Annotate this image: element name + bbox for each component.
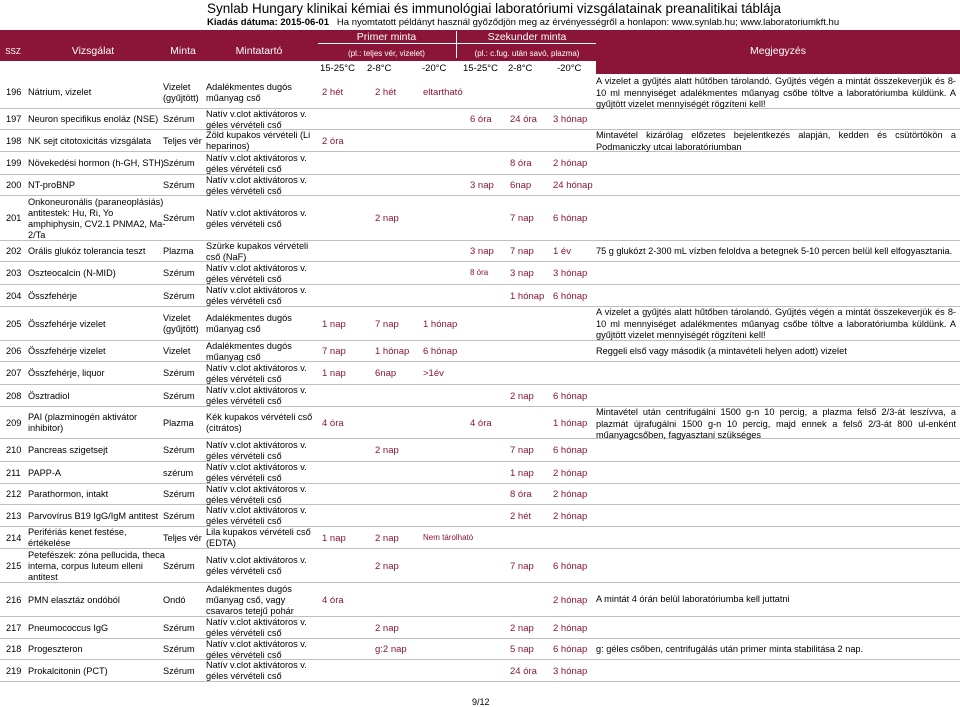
tube-type: Natív v.clot aktivátoros v. géles vérvételi cső [206, 285, 307, 306]
table-row [0, 285, 960, 307]
stability-p2: 2 nap [375, 560, 399, 572]
stability-p1: 7 nap [322, 346, 346, 357]
temp-p-freeze: -20°C [422, 63, 447, 74]
sample-type: Szérum [163, 622, 195, 633]
stability-s3: 6 hónap [553, 560, 588, 572]
row-number: 209 [6, 417, 22, 428]
stability-s1: 3 nap [470, 180, 494, 191]
stability-s2: 7 nap [510, 213, 534, 224]
sample-type: Vizelet [163, 346, 191, 356]
tube-type: Natív v.clot aktivátoros v. géles vérvételi cső [206, 505, 307, 526]
stability-s2: 5 nap [510, 644, 534, 655]
stability-p3: 6 hónap [423, 346, 458, 357]
stability-s2: 2 nap [510, 622, 534, 634]
stability-s3: 6 hónap [553, 290, 588, 302]
table-row [0, 262, 960, 285]
note-text: A mintát 4 órán belül laboratóriumba kell juttatni [596, 594, 790, 604]
sample-type: Szérum [163, 510, 195, 521]
temp-p-room: 15-25°C [320, 63, 355, 74]
sample-type: Plazma [163, 417, 194, 428]
stability-s3: 6 hónap [553, 644, 588, 655]
tube-type: Adalékmentes dugós műanyag cső [206, 341, 292, 362]
document-meta [207, 17, 839, 28]
exam-name: Összfehérje, liquor [28, 368, 105, 378]
table-row [0, 109, 960, 130]
note-text: A vizelet a gyűjtés alatt hűtőben tárolandó. Gyűjtés végén a mintát összekeverjük és 8-10 ml mennyiséget adalékmentes műanyag csőbe töltve a laboratóriumba küldünk. A gyűjtött vizelet mennyiségét rögzíteni kell! [596, 307, 956, 340]
document-title: Synlab Hungary klinikai kémiai és immunológiai laboratóriumi vizsgálatainak preanalitikai táblája [207, 1, 782, 16]
stability-s3: 3 hónap [553, 114, 588, 125]
temp-s-room: 15-25°C [463, 63, 498, 74]
stability-p1: 1 nap [322, 532, 346, 544]
stability-p2: 2 nap [375, 445, 399, 456]
stability-s1: 8 óra [470, 268, 489, 277]
stability-s1: 6 óra [470, 114, 492, 125]
stability-p1: 2 óra [322, 135, 344, 147]
row-number: 216 [6, 594, 22, 605]
stability-p3: Nem tárolható [423, 532, 474, 542]
sample-type: Szérum [163, 213, 195, 223]
row-number: 212 [6, 489, 22, 499]
exam-name: Pancreas szigetsejt [28, 445, 108, 455]
tube-type: Zöld kupakos vérvételi (Li heparinos) [206, 130, 311, 151]
tube-type: Natív v.clot aktivátoros v. géles vérvételi cső [206, 462, 307, 483]
row-number: 199 [6, 158, 22, 168]
note-text: A vizelet a gyűjtés alatt hűtőben tárolandó. Gyűjtés végén a mintát összekeverjük és 8-10 ml mennyiséget adalékmentes műanyag csőbe töltve a laboratóriumba küldünk. A gyűjtött vizelet mennyiségét rögzíteni kell! [596, 76, 956, 109]
tube-type: Natív v.clot aktivátoros v. géles vérvételi cső [206, 439, 307, 461]
row-number: 200 [6, 180, 22, 190]
stability-s2: 3 nap [510, 268, 534, 279]
stability-s2: 1 nap [510, 467, 534, 479]
exam-name: PAPP-A [28, 467, 62, 478]
sample-type: Szérum [163, 390, 195, 401]
tube-type: Natív v.clot aktivátoros v. géles vérvételi cső [206, 109, 307, 130]
stability-s3: 2 hónap [553, 622, 588, 634]
stability-s3: 3 hónap [553, 268, 588, 279]
sample-type: Szérum [163, 445, 195, 455]
stability-s2: 1 hónap [510, 290, 545, 302]
stability-s3: 2 hónap [553, 594, 588, 606]
col-primer: Primer minta [356, 31, 417, 43]
stability-p2: g:2 nap [375, 644, 407, 655]
stability-p2: 2 nap [375, 622, 399, 634]
row-number: 214 [6, 532, 22, 543]
tube-type: Natív v.clot aktivátoros v. géles vérvételi cső [206, 207, 307, 229]
row-number: 206 [6, 346, 22, 356]
table-row [0, 439, 960, 462]
tube-type: Adalékmentes dugós műanyag cső [206, 313, 292, 334]
stability-s2: 2 nap [510, 390, 534, 402]
col-primer-sub: (pl.: teljes vér, vizelet) [348, 49, 425, 58]
col-notes: Megjegyzés [749, 45, 807, 57]
tube-type: Natív v.clot aktivátoros v. géles vérvételi cső [206, 639, 307, 660]
sample-type: Szérum [163, 158, 195, 168]
exam-name: PAI (plazminogén aktivátor inhibitor) [28, 412, 138, 433]
table-row [0, 152, 960, 175]
sample-type: Szérum [163, 644, 195, 654]
stability-p1: 4 óra [322, 594, 344, 606]
stability-p2: 2 nap [375, 532, 399, 544]
sample-type: Szérum [163, 180, 195, 190]
table-row [0, 527, 960, 549]
col-tube: Mintatartó [235, 45, 283, 57]
row-number: 204 [6, 290, 22, 301]
sample-type: Szérum [163, 560, 195, 571]
table-row [0, 617, 960, 639]
row-number: 201 [6, 213, 22, 223]
note-text: Reggeli első vagy második (a mintavételi helyen adott) vizelet [596, 345, 847, 356]
row-number: 203 [6, 268, 22, 278]
tube-type: Natív v.clot aktivátoros v. géles vérvételi cső [206, 617, 307, 638]
tube-type: Natív v.clot aktivátoros v. géles vérvételi cső [206, 555, 307, 576]
col-szekunder: Szekunder minta [487, 31, 567, 43]
table-row [0, 196, 960, 241]
sample-type: Szérum [163, 290, 195, 301]
tube-type: Natív v.clot aktivátoros v. géles vérvételi cső [206, 484, 307, 505]
stability-p2: 7 nap [375, 318, 399, 330]
row-number: 207 [6, 368, 22, 378]
table-row [0, 175, 960, 196]
tube-type: Natív v.clot aktivátoros v. géles vérvételi cső [206, 385, 307, 406]
stability-p2: 1 hónap [375, 346, 410, 357]
sample-type: Teljes vér [163, 532, 202, 543]
stability-p1: 4 óra [322, 417, 344, 429]
sample-type: Plazma [163, 246, 194, 256]
col-exam: Vizsgálat [71, 45, 115, 57]
table-row [0, 549, 960, 583]
table-row [0, 407, 960, 439]
stability-p2: 2 nap [375, 213, 399, 224]
stability-s1: 3 nap [470, 246, 494, 257]
row-number: 210 [6, 445, 22, 455]
row-number: 215 [6, 560, 22, 571]
stability-p2: 2 hét [375, 87, 397, 98]
exam-name: Parvovírus B19 IgG/IgM antitest [28, 510, 159, 521]
stability-p1: 1 nap [322, 368, 346, 379]
stability-s3: 6 hónap [553, 213, 588, 224]
row-number: 197 [6, 114, 22, 124]
tube-type: Adalékmentes dugós műanyag cső, vagy csavaros tetejű pohár [206, 583, 294, 616]
stability-s3: 1 hónap [553, 417, 588, 429]
row-number: 218 [6, 644, 22, 654]
exam-name: Oszteocalcin (N-MID) [28, 268, 116, 278]
sample-type: Teljes vér [163, 135, 202, 146]
table-row [0, 130, 960, 152]
stability-p1: 1 nap [322, 318, 346, 330]
exam-name: Összfehérje vizelet [28, 318, 106, 329]
tube-type: Natív v.clot aktivátoros v. géles vérvételi cső [206, 152, 307, 174]
note-text: Mintavétel kizárólag előzetes bejelentkezés alapján, kedden és csütörtökön a Podmaniczky utcai laboratóriumban [596, 130, 956, 152]
row-number: 202 [6, 246, 22, 256]
col-szekunder-sub: (pl.: c.fug. után savó, plazma) [474, 49, 580, 58]
stability-s2: 7 nap [510, 246, 534, 257]
tube-type: Natív v.clot aktivátoros v. géles vérvételi cső [206, 262, 307, 284]
row-number: 205 [6, 318, 22, 329]
tube-type: Szürke kupakos vérvételi cső (NaF) [206, 241, 309, 262]
exam-name: Növekedési hormon (h-GH, STH) [28, 158, 164, 168]
exam-name: Petefészek: zóna pellucida, theca interna, corpus luteum elleni antitest [28, 549, 165, 582]
row-number: 211 [6, 467, 21, 478]
stability-p3: eltartható [423, 87, 463, 98]
tube-type: Natív v.clot aktivátoros v. géles vérvételi cső [206, 362, 307, 384]
exam-name: Összfehérje vizelet [28, 346, 106, 356]
exam-name: Ösztradiol [28, 390, 70, 401]
tube-type: Adalékmentes dugós műanyag cső [206, 81, 292, 103]
tube-type: Lila kupakos vérvételi cső (EDTA) [206, 527, 311, 548]
table-row [0, 505, 960, 527]
tube-type: Natív v.clot aktivátoros v. géles vérvételi cső [206, 660, 307, 681]
col-ssz: SSZ [5, 47, 21, 56]
stability-s2: 6nap [510, 180, 532, 191]
row-number: 208 [6, 390, 22, 401]
stability-s2: 2 hét [510, 510, 532, 522]
sample-type: Szérum [163, 489, 195, 499]
row-number: 219 [6, 665, 22, 676]
table-row [0, 385, 960, 407]
stability-p3: >1év [423, 368, 444, 379]
table-row [0, 307, 960, 341]
temp-p-fridge: 2-8°C [367, 63, 392, 74]
sample-type: Ondó [163, 594, 186, 605]
stability-s2: 24 óra [510, 114, 537, 125]
release-date: 2015-06-01 [280, 17, 329, 28]
note-text: g: géles csőben, centrifugálás után primer minta stabilitása 2 nap. [596, 643, 864, 654]
sample-type: Szérum [163, 368, 195, 378]
row-number: 213 [6, 510, 22, 521]
table-row [0, 362, 960, 385]
stability-s2: 7 nap [510, 560, 534, 572]
tube-type: Kék kupakos vérvételi cső (citrátos) [206, 412, 313, 433]
stability-s2: 8 óra [510, 489, 532, 500]
stability-s3: 2 hónap [553, 467, 588, 479]
exam-name: Prokalcitonin (PCT) [28, 665, 108, 676]
stability-s2: 24 óra [510, 665, 537, 677]
sample-type: Szérum [163, 665, 195, 676]
note-text: 75 g glukózt 2-300 mL vízben feloldva a betegnek 5-10 percen belül kell elfogyasztania. [596, 245, 953, 256]
table-row [0, 583, 960, 617]
sample-type: Szérum [163, 114, 195, 124]
table-row [0, 660, 960, 682]
stability-p1: 2 hét [322, 87, 344, 98]
table-row [0, 341, 960, 362]
sample-type: Vizelet (gyűjtött) [163, 81, 199, 103]
exam-name: Perifériás kenet festése, értékelése [28, 527, 127, 548]
exam-name: NT-proBNP [28, 180, 75, 190]
table-row [0, 639, 960, 660]
stability-s2: 8 óra [510, 158, 532, 169]
stability-s3: 3 hónap [553, 665, 588, 677]
validity-note: Ha nyomtatott példányt használ győződjön meg az érvényességről a honlapon: www.synlab.hu; www.laboratoriumkft.hu [336, 17, 840, 28]
note-text: Mintavétel után centrifugálni 1500 g-n 10 percig, a plazma felső 2/3-át leszívva, a plazmát újrafugálni 1500 g-n 10 percig, majd ennek a felső 2/3-át 800 ul-enként műanyagcsőben, fagyasztani szükséges [596, 407, 956, 440]
exam-name: Nátrium, vizelet [28, 87, 92, 97]
col-sample: Minta [170, 45, 196, 57]
exam-name: Parathormon, intakt [28, 489, 109, 499]
stability-s3: 1 év [553, 246, 571, 257]
sample-type: Vizelet (gyűjtött) [163, 313, 199, 334]
exam-name: Orális glukóz tolerancia teszt [28, 246, 146, 256]
exam-name: PMN elasztáz ondóból [28, 594, 120, 605]
stability-s3: 6 hónap [553, 445, 588, 456]
table-row [0, 484, 960, 505]
table-row [0, 241, 960, 262]
stability-p2: 6nap [375, 368, 397, 379]
row-number: 196 [6, 87, 22, 97]
exam-name: Pneumococcus IgG [28, 622, 109, 633]
stability-s3: 2 hónap [553, 158, 588, 169]
sample-type: Szérum [163, 268, 195, 278]
stability-s3: 2 hónap [553, 510, 588, 522]
row-number: 198 [6, 135, 22, 146]
release-label: Kiadás dátuma: [207, 17, 278, 28]
stability-s3: 24 hónap [553, 180, 593, 191]
stability-s1: 4 óra [470, 417, 492, 429]
exam-name: Neuron specifikus enoláz (NSE) [28, 114, 159, 124]
exam-name: Progeszteron [28, 644, 83, 654]
row-number: 217 [6, 622, 22, 633]
page-number: 9/12 [472, 697, 490, 707]
exam-name: NK sejt citotoxicitás vizsgálata [28, 135, 152, 146]
sample-type: szérum [163, 467, 194, 478]
table-row [0, 76, 960, 109]
stability-s2: 7 nap [510, 445, 534, 456]
stability-s3: 2 hónap [553, 489, 588, 500]
temp-s-freeze: -20°C [557, 63, 582, 74]
tube-type: Natív v.clot aktivátoros v. géles vérvételi cső [206, 175, 307, 196]
temp-s-fridge: 2-8°C [508, 63, 533, 74]
stability-s3: 6 hónap [553, 390, 588, 402]
exam-name: Onkoneuronális (paraneoplásiás) antitestek: Hu, Ri, Yo amphiphysin, CV2.1 PNMA2, Ma- 2/Ta [28, 196, 166, 240]
table-row [0, 462, 960, 484]
exam-name: Összfehérje [28, 290, 78, 301]
stability-p3: 1 hónap [423, 318, 458, 330]
